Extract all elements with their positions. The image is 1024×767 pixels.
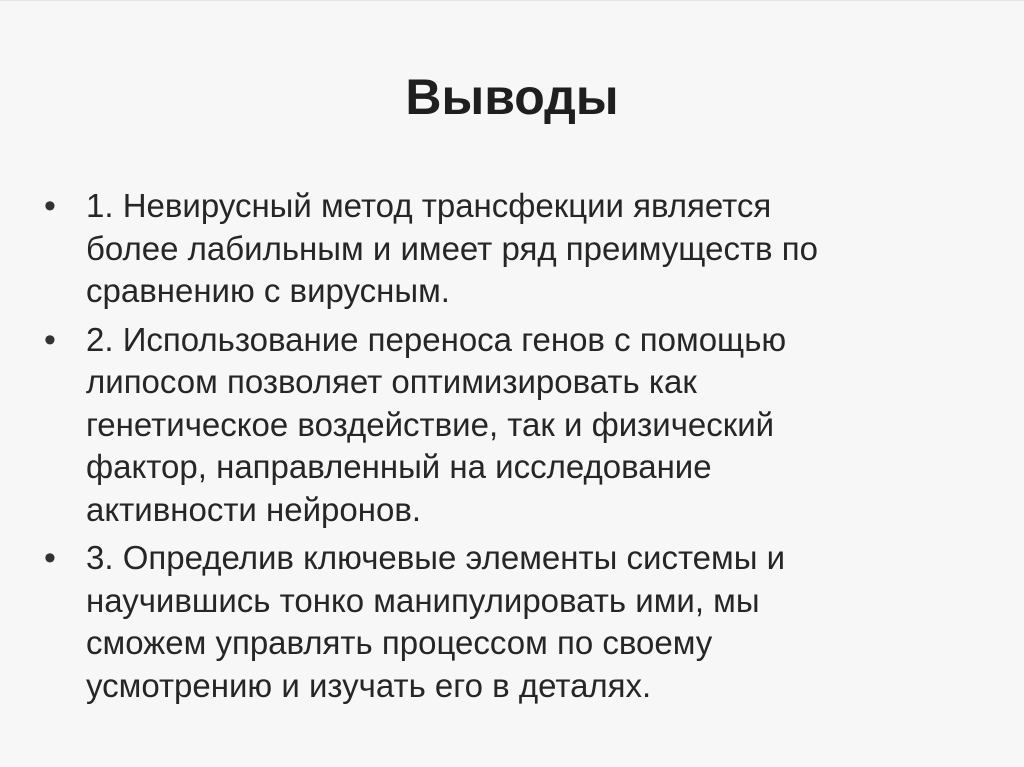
text-line: 2. Использование переноса генов с помощью [86, 320, 787, 358]
conclusion-item-3 [40, 537, 930, 707]
conclusion-text-1 [86, 185, 930, 313]
text-line: усмотрению и изучать его в деталях. [86, 666, 652, 704]
conclusion-item-1 [40, 185, 930, 313]
text-line: научившись тонко манипулировать ими, мы [86, 581, 760, 619]
text-line: сможем управлять процессом по своему [86, 624, 713, 661]
text-line: фактор, направленный на исследование [86, 448, 712, 485]
text-line: 1. Невирусный метод трансфекции является [86, 187, 772, 224]
bullet-icon: • [44, 539, 56, 577]
conclusion-text-3 [86, 537, 930, 707]
conclusions-list [40, 185, 930, 713]
text-line: 3. Определив ключевые элементы системы и [86, 539, 786, 576]
conclusion-item-2 [40, 319, 930, 532]
text-line: сравнению с вирусным. [86, 272, 450, 309]
slide-title: Выводы [405, 69, 619, 125]
bullet-icon: • [44, 187, 56, 225]
conclusion-text-2 [86, 319, 930, 532]
bullet-icon: • [44, 320, 56, 359]
text-line: генетическое воздействие, так и физический [86, 405, 775, 443]
text-line: липосом позволяет оптимизировать как [86, 363, 697, 400]
text-line: активности нейронов. [86, 490, 422, 528]
text-line: более лабильным и имеет ряд преимуществ по [86, 229, 818, 267]
